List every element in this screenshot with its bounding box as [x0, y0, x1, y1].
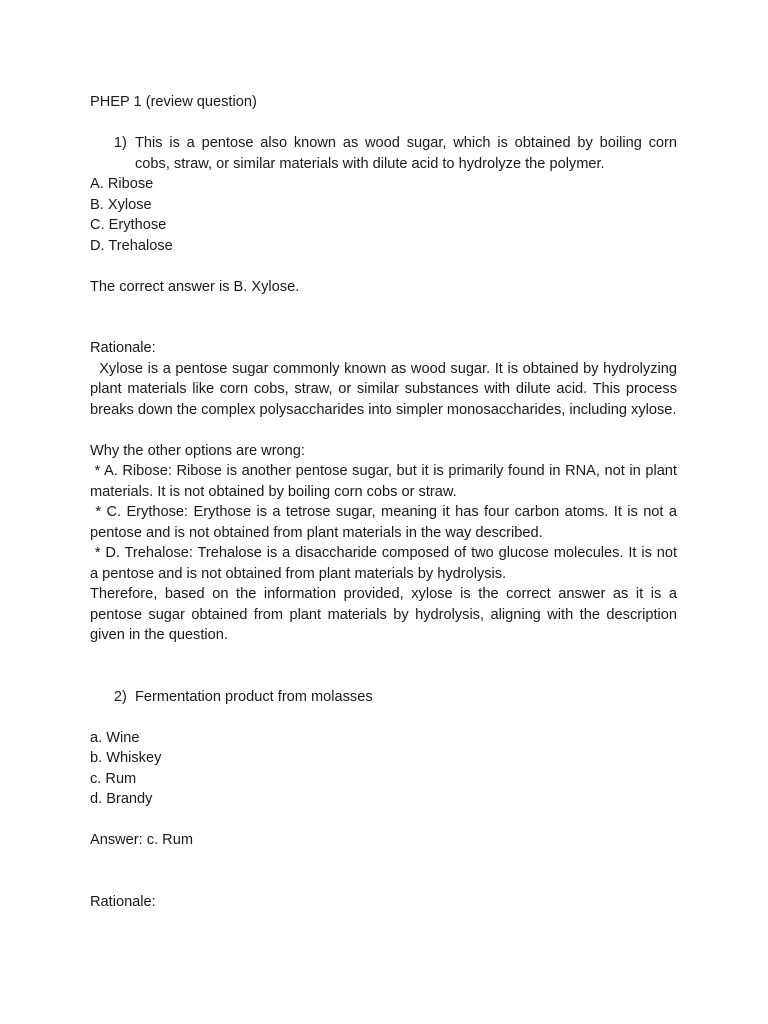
option-d: D. Trehalose — [90, 237, 173, 254]
rationale-label: Rationale: — [90, 340, 156, 356]
answer-text: Answer: c. Rum — [90, 832, 193, 848]
question-text: This is a pentose also known as wood sugar, which is obtained by boiling corn cobs, straw, or similar materials with dilute acid to hydrolyze the polymer. — [135, 135, 677, 172]
answer-text: The correct answer is B. Xylose. — [90, 278, 300, 295]
option-a: A. Ribose — [90, 176, 154, 192]
document-title: PHEP 1 (review question) — [90, 94, 257, 110]
option-b: b. Whiskey — [90, 750, 162, 766]
option-a: a. Wine — [90, 729, 140, 746]
question-text: Fermentation product from molasses — [135, 688, 373, 705]
rationale-label: Rationale: — [90, 893, 156, 910]
question-number: 1) — [113, 135, 127, 151]
wrong-option-a: * A. Ribose: Ribose is another pentose sugar, but it is primarily found in RNA, not in plant materials. It is not obtained by boiling corn cobs or straw. — [90, 463, 677, 500]
document-page — [90, 92, 677, 912]
option-c: c. Rum — [90, 770, 137, 787]
question-1 — [90, 133, 677, 174]
rationale-text: Xylose is a pentose sugar commonly known as wood sugar. It is obtained by hydrolyzing plant materials like corn cobs, straw, or similar substances with dilute acid. This process breaks down the complex polysaccharides into simpler monosaccharides, including xylose. — [90, 360, 677, 418]
question-number: 2) — [113, 688, 127, 705]
option-b: B. Xylose — [90, 196, 152, 213]
wrong-option-d: * D. Trehalose: Trehalose is a disaccharide composed of two glucose molecules. It is not a pentose and is not obtained from plant materials by hydrolysis. — [90, 545, 677, 582]
option-d: d. Brandy — [90, 791, 153, 807]
conclusion-text: Therefore, based on the information provided, xylose is the correct answer as it is a pentose sugar obtained from plant materials by hydrolysis, aligning with the description given in the question. — [90, 586, 677, 643]
option-c: C. Erythose — [90, 217, 167, 233]
why-wrong-label: Why the other options are wrong: — [90, 442, 305, 459]
wrong-option-c: * C. Erythose: Erythose is a tetrose sugar, meaning it has four carbon atoms. It is not a pentose and is not obtained from plant materials in the way described. — [90, 504, 677, 541]
question-2 — [90, 687, 677, 708]
